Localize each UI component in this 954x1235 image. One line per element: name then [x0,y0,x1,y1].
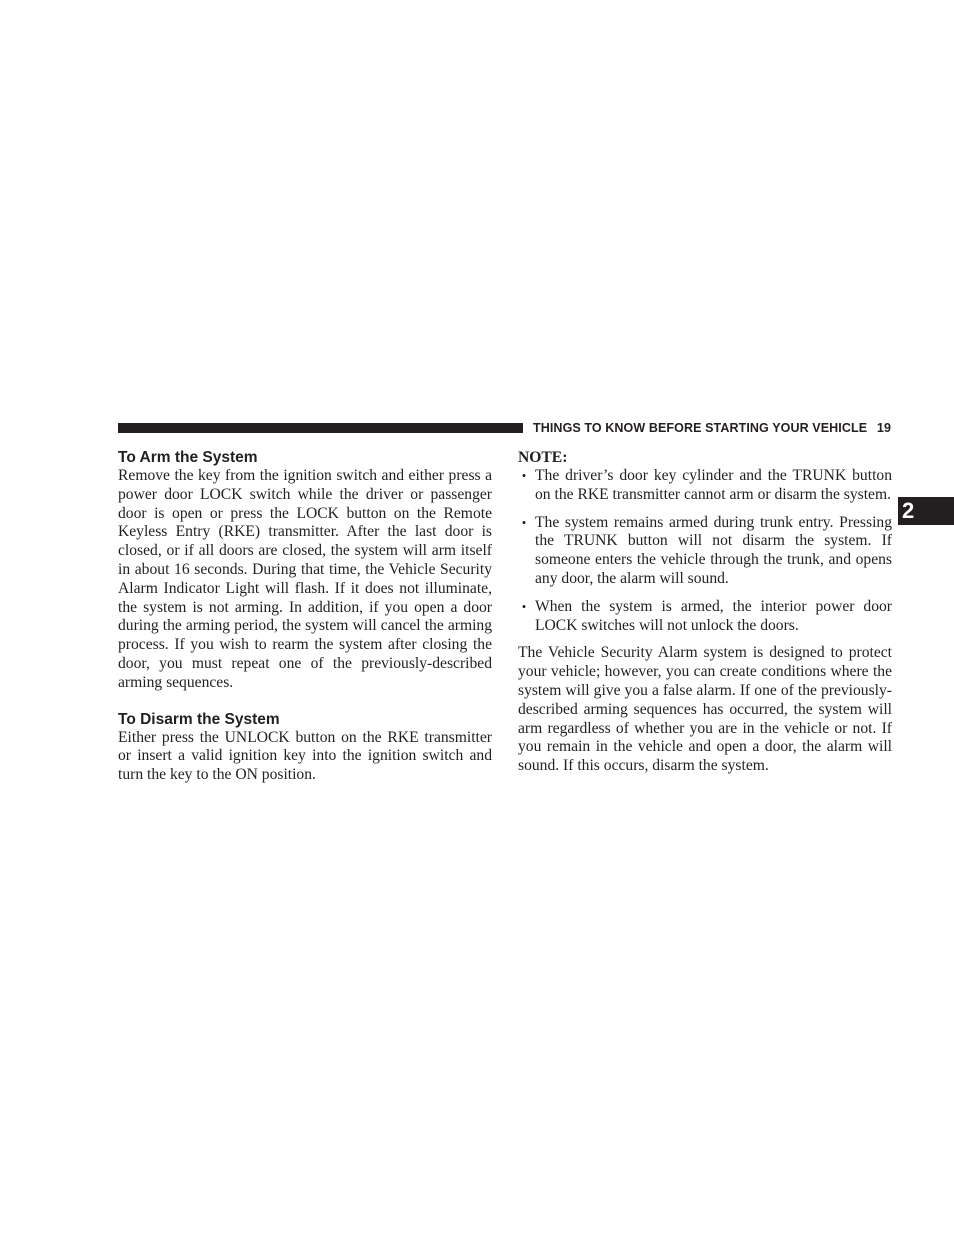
running-header [533,420,891,436]
note-label: NOTE: [518,449,568,466]
note-text: When the system is armed, the interior power door LOCK switches will not unlock the doors. [535,597,892,634]
note-text: The driver’s door key cylinder and the TRUNK button on the RKE transmitter cannot arm or disarm the system. [535,467,892,503]
security-alarm-paragraph: The Vehicle Security Alarm system is designed to protect your vehicle; however, you can create conditions where the system will give you a false alarm. If one of the previously-described arming sequences has occurred, the system will arm regardless of whether you are in the vehicle or not. If you remain in the vehicle and open a door, the alarm will sound. If this occurs, disarm the system. [518,644,892,775]
disarm-heading: To Disarm the System [118,710,280,728]
bullet-icon: • [521,468,527,483]
header-rule [118,423,523,433]
bullet-icon: • [521,514,527,530]
note-item [518,467,892,505]
note-text: The system remains armed during trunk entry. Pressing the TRUNK button will not disarm the system. If someone enters the vehicle through the trunk, and opens any door, the alarm will sound. [535,513,892,587]
left-column [118,448,492,785]
arm-body: Remove the key from the ignition switch and either press a power door LOCK switch while the driver or passenger door is open or press the LOCK button on the Remote Keyless Entry (RKE) transmitter. After the last door is closed, or if all doors are closed, the system will arm itself in about 16 seconds. During that time, the Vehicle Security Alarm Indicator Light will flash. If it does not illuminate, the system is not arming. In addition, if you open a door during the arming period, the system will cancel the arming process. If you wish to rearm the system after closing the door, you must repeat one of the previously-described arming sequences. [118,467,492,691]
note-item [518,598,892,636]
disarm-body: Either press the UNLOCK button on the RKE transmitter or insert a valid ignition key into the ignition switch and turn the key to the ON position. [118,728,492,784]
page-number: 19 [876,421,891,435]
arm-heading: To Arm the System [118,449,258,466]
section-title: THINGS TO KNOW BEFORE STARTING YOUR VEHICLE [533,421,868,435]
right-column [518,448,892,776]
note-list [518,467,892,635]
bullet-icon: • [521,598,527,614]
chapter-tab: 2 [898,497,954,525]
note-item [518,514,892,589]
